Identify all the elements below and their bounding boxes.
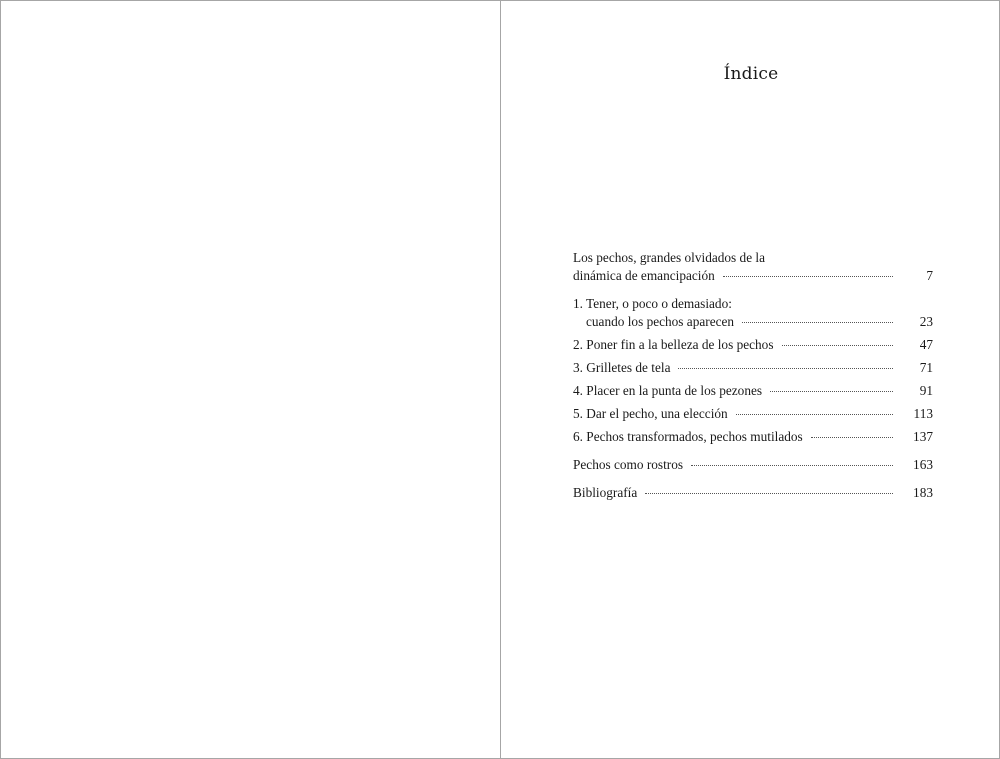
- toc-entry-chapter-1-page: 23: [919, 314, 933, 329]
- toc-entry-chapter-2-label: 2. Poner fin a la belleza de los pechos: [573, 337, 774, 352]
- toc-entry-chapter-3-label: 3. Grilletes de tela: [573, 360, 671, 375]
- toc-entry-intro-page: 7: [926, 268, 933, 283]
- toc-entry-intro-line1: Los pechos, grandes olvidados de la: [573, 250, 766, 265]
- dot-leader: [736, 414, 893, 415]
- toc-entry-epilogue-label: Pechos como rostros: [573, 457, 684, 472]
- toc-entry-chapter-2[interactable]: [573, 336, 933, 354]
- dot-leader: [782, 345, 894, 346]
- table-of-contents: [573, 249, 933, 502]
- toc-entry-bibliography-label: Bibliografía: [573, 485, 638, 500]
- toc-entry-chapter-5-page: 113: [913, 406, 933, 421]
- dot-leader: [770, 391, 893, 392]
- toc-entry-chapter-2-page: 47: [919, 337, 933, 352]
- toc-entry-bibliography-page: 183: [913, 485, 933, 500]
- toc-entry-chapter-6-page: 137: [913, 429, 933, 444]
- toc-entry-intro[interactable]: [573, 249, 933, 285]
- toc-entry-chapter-1-line1: 1. Tener, o poco o demasiado:: [573, 296, 732, 311]
- toc-entry-chapter-6-label: 6. Pechos transformados, pechos mutilados: [573, 429, 803, 444]
- right-page: [500, 0, 1000, 759]
- toc-entry-intro-line2: dinámica de emancipación: [573, 268, 715, 283]
- toc-entry-chapter-5[interactable]: [573, 405, 933, 423]
- toc-entry-bibliography[interactable]: [573, 484, 933, 502]
- toc-entry-chapter-6[interactable]: [573, 428, 933, 446]
- toc-entry-chapter-4-label: 4. Placer en la punta de los pezones: [573, 383, 763, 398]
- toc-entry-chapter-3[interactable]: [573, 359, 933, 377]
- dot-leader: [742, 322, 893, 323]
- dot-leader: [723, 276, 893, 277]
- toc-entry-chapter-5-label: 5. Dar el pecho, una elección: [573, 406, 728, 421]
- toc-entry-epilogue[interactable]: [573, 456, 933, 474]
- dot-leader: [678, 368, 893, 369]
- dot-leader: [811, 437, 893, 438]
- toc-entry-chapter-1-line2: cuando los pechos aparecen: [586, 314, 735, 329]
- toc-title: Índice: [723, 64, 779, 84]
- toc-entry-chapter-4[interactable]: [573, 382, 933, 400]
- dot-leader: [691, 465, 893, 466]
- dot-leader: [645, 493, 893, 494]
- toc-entry-chapter-1[interactable]: [573, 295, 933, 331]
- toc-entry-chapter-3-page: 71: [919, 360, 933, 375]
- toc-entry-chapter-4-page: 91: [919, 383, 933, 398]
- toc-entry-epilogue-page: 163: [913, 457, 933, 472]
